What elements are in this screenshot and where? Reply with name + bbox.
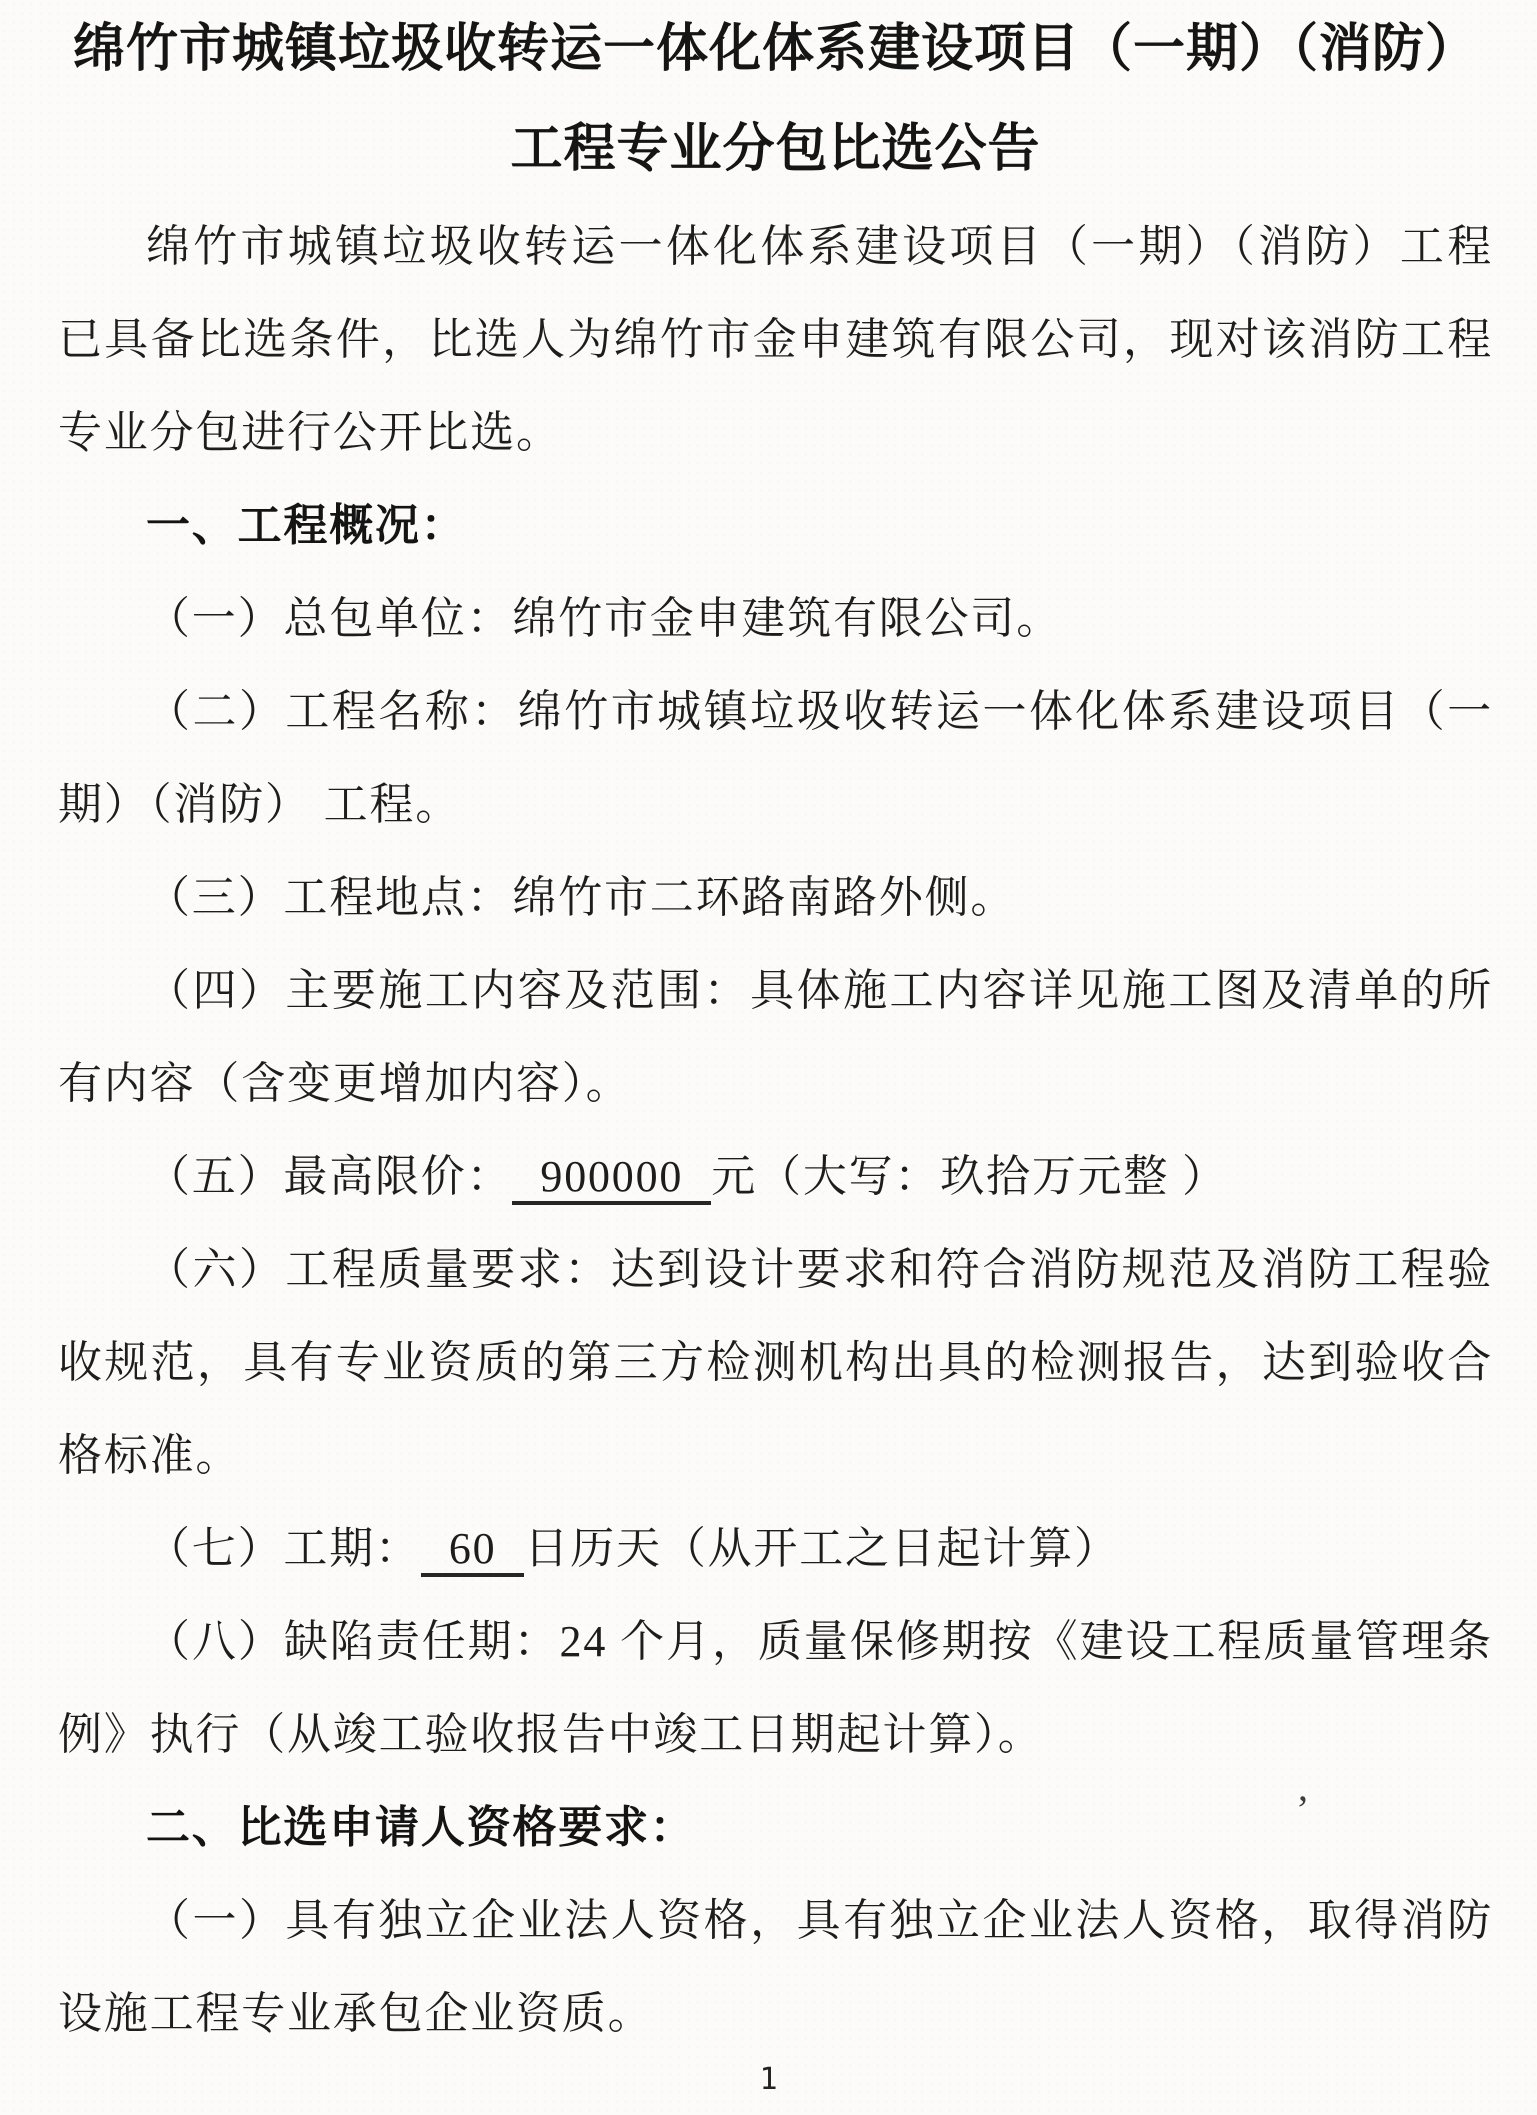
section2-item-qualification: （一）具有独立企业法人资格，具有独立企业法人资格，取得消防设施工程专业承包企业资质。 — [58, 1896, 1493, 2038]
duration-suffix: 日历天（从开工之日起计算） — [524, 1524, 1120, 1573]
intro-paragraph: 绵竹市城镇垃圾收转运一体化体系建设项目（一期）（消防）工程已具备比选条件，比选人为绵竹市金申建筑有限公司，现对该消防工程专业分包进行公开比选。 — [58, 222, 1493, 457]
max-price-suffix: 元（大写：玖拾万元整 ） — [711, 1152, 1228, 1201]
section1-item-defect-liability: （八）缺陷责任期：24 个月，质量保修期按《建设工程质量管理条例》执行（从竣工验收报告中竣工日期起计算）。 — [58, 1617, 1493, 1759]
title-line-2: 工程专业分包比选公告 — [510, 121, 1041, 178]
section1-item-max-price — [58, 1130, 1493, 1223]
section1-item-scope: （四）主要施工内容及范围：具体施工内容详见施工图及清单的所有内容（含变更增加内容）。 — [58, 966, 1493, 1108]
section1-heading: 一、工程概况： — [146, 501, 467, 550]
duration-value: 60 — [421, 1524, 525, 1577]
section1-item-quality-requirement: （六）工程质量要求：达到设计要求和符合消防规范及消防工程验收规范，具有专业资质的第三方检测机构出具的检测报告，达到验收合格标准。 — [58, 1245, 1493, 1480]
section1-item-project-name: （二）工程名称：绵竹市城镇垃圾收转运一体化体系建设项目（一期）（消防） 工程。 — [58, 687, 1493, 829]
title-line-1: 绵竹市城镇垃圾收转运一体化体系建设项目（一期）（消防） — [72, 21, 1478, 78]
page-number: 1 — [759, 2062, 778, 2097]
max-price-label: （五）最高限价： — [146, 1152, 513, 1201]
document-content — [58, 0, 1493, 2060]
section2-heading: 二、比选申请人资格要求： — [146, 1803, 696, 1852]
scan-artifact-mark: ’ — [1296, 1787, 1310, 1832]
document-title — [58, 0, 1493, 200]
section1-item-project-location: （三）工程地点：绵竹市二环路南路外侧。 — [146, 873, 1017, 922]
duration-label: （七）工期： — [146, 1524, 421, 1573]
section1-item-general-contractor: （一）总包单位：绵竹市金申建筑有限公司。 — [146, 594, 1062, 643]
max-price-value: 900000 — [512, 1152, 711, 1205]
section1-item-duration — [58, 1502, 1493, 1595]
